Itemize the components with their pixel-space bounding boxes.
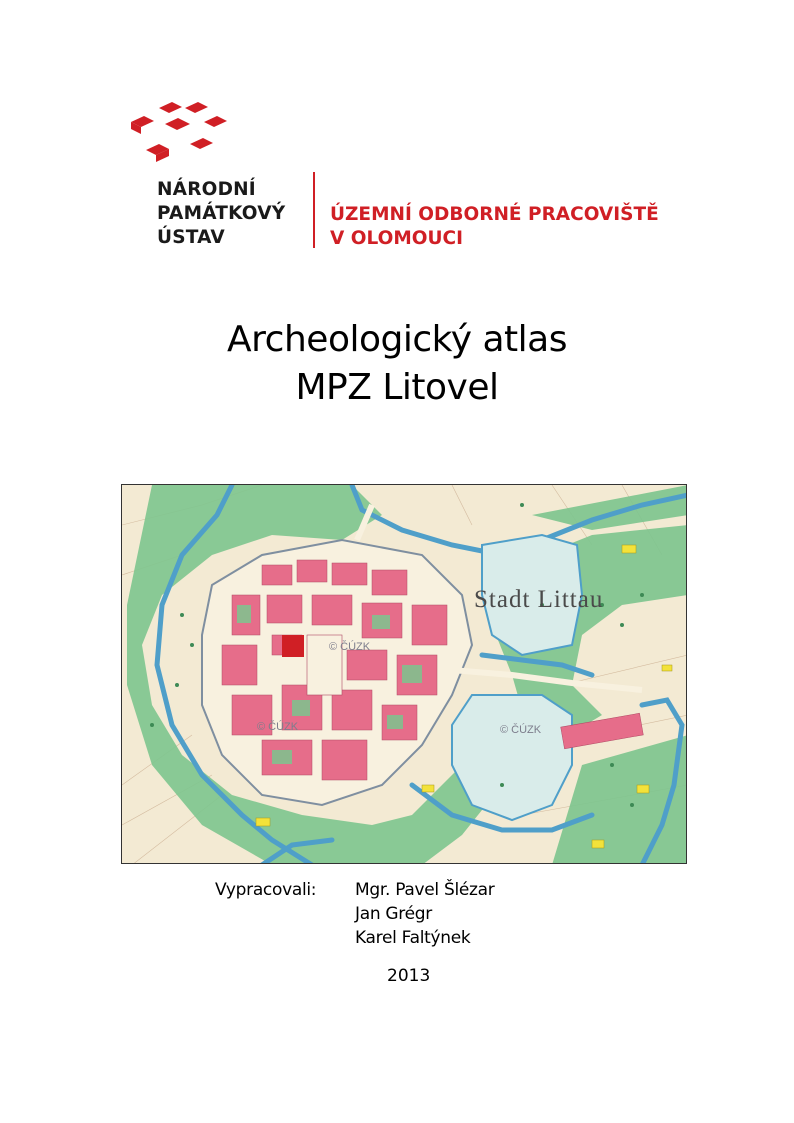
map-town-label: Stadt Littau (474, 586, 604, 613)
map-watermark: © ČÚZK (329, 641, 371, 653)
map-watermark: © ČÚZK (500, 724, 542, 736)
historical-cadastral-map (121, 484, 687, 864)
department-name-line: V OLOMOUCI (330, 228, 463, 249)
document-title (0, 316, 794, 412)
institution-name-line: PAMÁTKOVÝ (157, 203, 286, 224)
map-image (122, 485, 687, 864)
institution-logo (128, 100, 680, 256)
map-watermark: © ČÚZK (257, 721, 299, 733)
institution-name (157, 178, 285, 250)
publication-year: 2013 (387, 966, 431, 986)
institution-name-line: ÚSTAV (157, 227, 225, 248)
npu-logo-mark-icon (128, 100, 238, 170)
department-name (330, 203, 659, 251)
author-name: Karel Faltýnek (355, 928, 471, 948)
authors-label: Vypracovali: (215, 880, 317, 900)
title-line-1: Archeologický atlas (227, 319, 567, 360)
authors-list (355, 878, 494, 950)
author-name: Jan Grégr (355, 904, 432, 924)
logo-divider (313, 172, 315, 248)
author-name: Mgr. Pavel Šlézar (355, 880, 495, 900)
title-line-2: MPZ Litovel (295, 367, 499, 408)
department-name-line: ÚZEMNÍ ODBORNÉ PRACOVIŠTĚ (330, 204, 659, 225)
institution-name-line: NÁRODNÍ (157, 179, 256, 200)
